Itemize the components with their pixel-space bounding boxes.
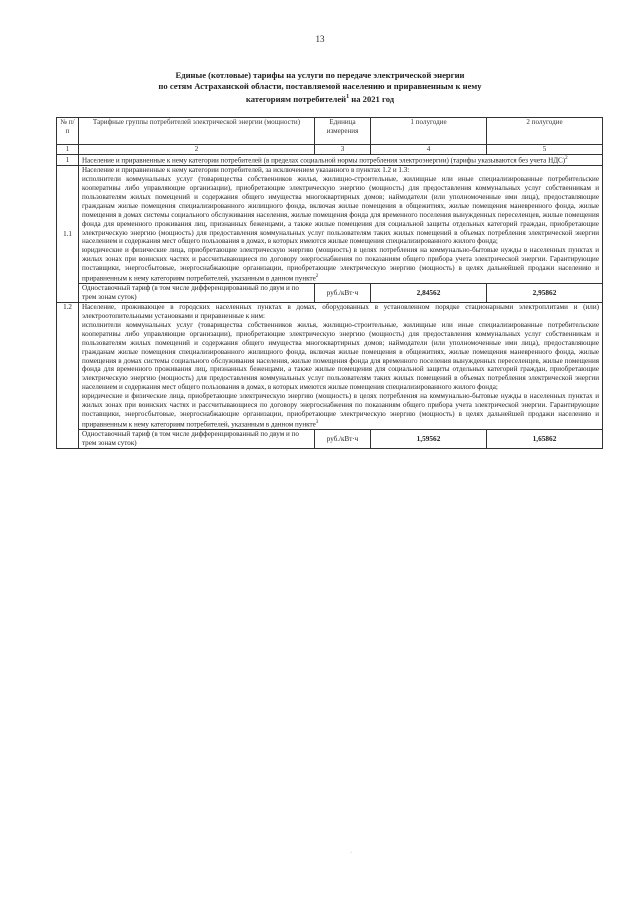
title-line-3 [70,92,570,105]
header-half2: 2 полугодие [487,118,603,145]
row-paragraph [82,392,599,429]
row-text: юридические и физические лица, приобретающие электрическую энергию (мощность) в целях потребления на коммунально-бытовые нужды в населенных пунктах и жилых зонах при воинских частях и рассчитывающиеся по договору энергоснабжения по показаниям общего прибора учета электрической энергии. Гарантирующие поставщики, энергосбытовые, энергоснабжающие организации, приобретающие электрическую энергию (мощность) в целях дальнейшей продажи населению и приравненным к нему категориям потребителей, указанным в данном пункте [82,246,599,283]
scan-mark: · [350,850,352,856]
rate-label: Одноставочный тариф (в том числе дифференцированный по двум и по трем зонам суток) [79,284,315,303]
rate-half2: 2,95862 [487,284,603,303]
header-half1: 1 полугодие [371,118,487,145]
title-line-3-text: категориям потребителей [245,93,347,104]
document-title [70,70,570,105]
row-description [79,154,603,165]
column-number-row [57,145,603,155]
tariff-row [57,284,603,303]
row-text: юридические и физические лица, приобретающие электрическую энергию (мощность) в целях потребления на коммунально-бытовые нужды в населенных пунктах и жилых зонах при воинских частях и рассчитывающиеся по договору энергоснабжения по показаниям общего прибора учета электрической энергии. Гарантирующие поставщики, энергосбытовые, энергоснабжающие организации, приобретающие электрическую энергию (мощность) в целях дальнейшей продажи населению и приравненным к нему категориям потребителей, указанным в данном пункте [82,392,599,429]
column-number: 4 [371,145,487,155]
row-description [79,166,603,284]
column-number: 3 [315,145,371,155]
row-paragraph: исполнители коммунальных услуг (товарищества собственников жилья, жилищно-строительные, жилищные или иные специализированные потребительские кооперативы либо управляющие организации), приобретающие электрическую энергию (мощность) для предоставления коммунальных услуг собственникам и пользователям жилых помещений и содержания общего имущества многоквартирных домов; наймодатели (или уполномоченные ими лица), предоставляющие гражданам жилые помещения специализированного жилищного фонда, включая жилые помещения в общежитиях, жилые помещения маневренного фонда, жилые помещения в домах системы социального обслуживания населения, жилые помещения фонда для временного поселения вынужденных переселенцев, жилые помещения фонда для временного проживания лиц, признанных беженцами, а также жилые помещения для социальной защиты отдельных категорий граждан, приобретающие электрическую энергию (мощность) для предоставления коммунальных услуг пользователям таких жилых помещений в объемах потребления электрической энергии населением и содержания мест общего пользования в домах, в которых имеются жилые помещения специализированного жилого фонда; [82,320,599,392]
row-paragraph [82,246,599,283]
title-line-2: по сетям Астраханской области, поставляемой населению и приравненным к нему [158,81,482,91]
header-number: № п/п [57,118,79,145]
tariff-row [57,430,603,449]
row-number: 1.1 [57,166,79,303]
rate-half1: 1,59562 [371,430,487,449]
footnote-marker: 3 [315,419,319,425]
rate-half2: 1,65862 [487,430,603,449]
title-line-1: Единые (котловые) тарифы на услуги по передаче электрической энергии [175,70,465,80]
rate-unit: руб./кВт·ч [315,284,371,303]
page-number: 13 [315,34,325,44]
row-paragraph: Население и приравненные к нему категории потребителей, за исключением указанного в пунктах 1.2 и 1.3: [82,166,410,175]
row-number: 1.2 [57,303,79,449]
footnote-marker: 1 [346,94,350,100]
rate-half1: 2,84562 [371,284,487,303]
row-paragraph: исполнители коммунальных услуг (товарищества собственников жилья, жилищно-строительные, жилищные или иные специализированные потребительские кооперативы либо управляющие организации), приобретающие электрическую энергию (мощность) для предоставления коммунальных услуг собственникам и пользователям жилых помещений и содержания общего имущества многоквартирных домов; наймодатели (или уполномоченные ими лица), предоставляющие гражданам жилые помещения специализированного жилищного фонда, включая жилые помещения в общежитиях, жилые помещения маневренного фонда, жилые помещения в домах системы социального обслуживания населения, жилые помещения фонда для временного поселения вынужденных переселенцев, жилые помещения фонда для временного проживания лиц, признанных беженцами, а также жилые помещения для социальной защиты отдельных категорий граждан, приобретающие электрическую энергию (мощность) для предоставления коммунальных услуг пользователям таких жилых помещений в объемах потребления электрической энергии населением и содержания мест общего пользования в домах, в которых имеются жилые помещения специализированного жилого фонда; [82,175,599,246]
rate-label: Одноставочный тариф (в том числе дифференцированный по двум и по трем зонам суток) [79,430,315,449]
header-group: Тарифные группы потребителей электрической энергии (мощности) [79,118,315,145]
table-row [57,166,603,284]
table-row [57,154,603,165]
footnote-marker: 2 [565,155,568,161]
row-paragraph: Население, проживающее в городских населенных пунктах в домах, оборудованных в установленном порядке стационарными электроплитами и (или) электроотопительными установками и приравненные к ним: [82,303,599,321]
header-unit: Единица измерения [315,118,371,145]
column-number: 2 [79,145,315,155]
column-number: 5 [487,145,603,155]
row-description [79,303,603,430]
row-text: Население и приравненные к нему категории потребителей (в пределах социальной нормы потребления электроэнергии) (тарифы указываются без учета НДС) [82,156,566,165]
row-number: 1 [57,154,79,165]
column-number: 1 [57,145,79,155]
footnote-marker: 2 [315,274,319,280]
title-year: на 2021 год [349,93,395,104]
table-row [57,303,603,430]
rate-unit: руб./кВт·ч [315,430,371,449]
tariff-table [56,117,603,449]
table-header-row [57,118,603,145]
